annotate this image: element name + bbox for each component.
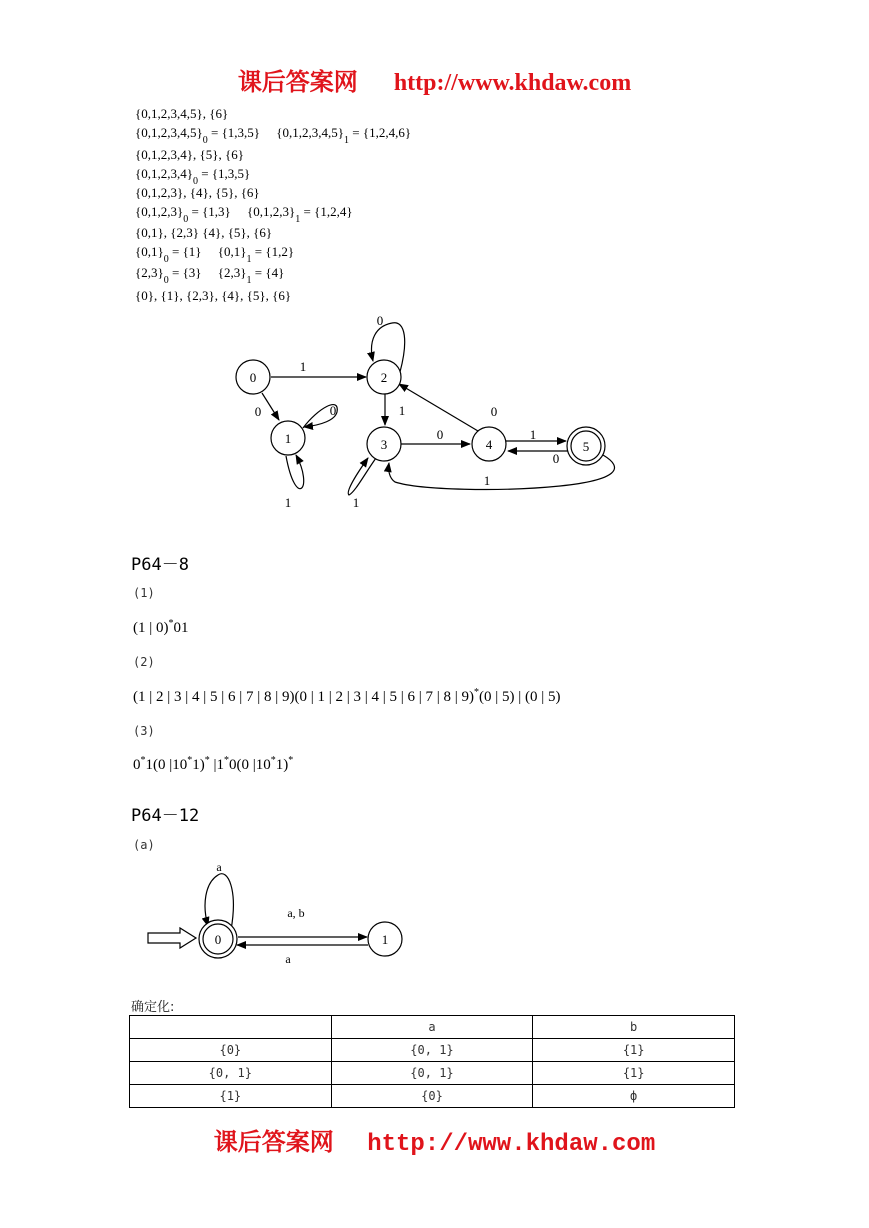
item-3-label: (3) <box>133 724 155 738</box>
partition-step-line: {0,1,2,3,4}, {5}, {6} <box>135 147 244 162</box>
header-url[interactable]: http://www.khdaw.com <box>393 70 632 96</box>
partition-step-line: {0,1,2,3,4,5}, {6} <box>135 106 229 121</box>
label-3-loop: 1 <box>352 495 360 510</box>
table-cell: ф <box>533 1085 735 1108</box>
edge-3-loop <box>348 458 376 495</box>
table-row <box>130 1062 735 1085</box>
table-cell <box>130 1016 332 1039</box>
nfa-diagram <box>0 850 869 980</box>
label-2-3: 1 <box>398 403 406 418</box>
state-4-label: 4 <box>485 437 493 452</box>
item-2-label: (2) <box>133 655 155 669</box>
table-cell: a <box>331 1016 533 1039</box>
table-cell: {0, 1} <box>331 1062 533 1085</box>
state-0-label: 0 <box>249 370 257 385</box>
heading-p64-12: P64－12 <box>131 806 200 826</box>
partition-step-line: $\{0,1,2,3,4\}_0 = \{1,3,5\}$ <box>135 166 251 187</box>
start-arrow <box>148 928 196 948</box>
table-cell: {0} <box>130 1039 332 1062</box>
label-0-1: 0 <box>254 404 262 419</box>
state-3-label: 3 <box>380 437 388 452</box>
partition-step-line: {0,1,2,3}, {4}, {5}, {6} <box>135 185 260 200</box>
table-row <box>130 1085 735 1108</box>
label-4-2: 0 <box>490 404 498 419</box>
nfa-state-1-label: 1 <box>381 932 389 947</box>
label-5-3: 1 <box>483 473 491 488</box>
label-a: (a) <box>133 838 155 852</box>
label-1-loop-up: 0 <box>329 403 337 418</box>
partition-step-line: $\{0,1,2,3,4,5\}_0 = \{1,3,5\}$ $\{0,1,2,3,4,5\}_1 = \{1,2,4,6\}$ <box>135 125 412 146</box>
label-0-2: 1 <box>299 359 307 374</box>
table-cell: {0} <box>331 1085 533 1108</box>
nfa-label-1-0: a <box>285 952 291 966</box>
determinize-label: 确定化: <box>131 1000 175 1015</box>
state-1-label: 1 <box>284 431 292 446</box>
partition-step-line: $\{2,3\}_0 = \{3\}$ $\{2,3\}_1 = \{4\}$ <box>135 265 285 286</box>
table-cell: {0, 1} <box>331 1039 533 1062</box>
header-site-name: 课后答案网 <box>237 70 358 96</box>
table-cell: {1} <box>130 1085 332 1108</box>
partition-step-line: $\{0,1,2,3\}_0 = \{1,3\}$ $\{0,1,2,3\}_1 = \{1,2,4\}$ <box>135 204 353 225</box>
nfa-label-loop: a <box>216 860 222 874</box>
footer-banner <box>0 1122 869 1158</box>
determinization-table <box>129 1015 735 1108</box>
state-5-label: 5 <box>582 439 590 454</box>
minimized-dfa-diagram <box>0 0 869 540</box>
item-1-formula: (1 | 0)*01 <box>133 618 189 636</box>
item-1-label: (1) <box>133 586 155 600</box>
table-row <box>130 1039 735 1062</box>
label-2-loop: 0 <box>376 313 384 328</box>
nfa-state-0-label: 0 <box>214 932 222 947</box>
partition-step-line: {0}, {1}, {2,3}, {4}, {5}, {6} <box>135 288 292 303</box>
item-3-formula: 0*1(0 |10*1)* |1*0(0 |10*1)* <box>133 755 294 773</box>
label-4-5: 1 <box>529 427 537 442</box>
table-cell: {0, 1} <box>130 1062 332 1085</box>
table-cell: {1} <box>533 1062 735 1085</box>
edge-0-1 <box>262 393 279 420</box>
label-5-4: 0 <box>552 451 560 466</box>
partition-step-line: {0,1}, {2,3} {4}, {5}, {6} <box>135 225 273 240</box>
table-cell: {1} <box>533 1039 735 1062</box>
state-2-label: 2 <box>380 370 388 385</box>
table-cell: b <box>533 1016 735 1039</box>
item-2-formula: (1 | 2 | 3 | 4 | 5 | 6 | 7 | 8 | 9)(0 | 1 | 2 | 3 | 4 | 5 | 6 | 7 | 8 | 9)*(0 | 5) | (0 | 5) <box>133 687 561 705</box>
footer-url[interactable]: http://www.khdaw.com <box>367 1131 656 1158</box>
partition-step-line: $\{0,1\}_0 = \{1\}$ $\{0,1\}_1 = \{1,2\}$ <box>135 244 295 265</box>
label-3-4: 0 <box>436 427 444 442</box>
footer-site-name: 课后答案网 <box>213 1130 334 1156</box>
edge-4-2 <box>399 384 478 431</box>
table-header-row <box>130 1016 735 1039</box>
heading-p64-8: P64－8 <box>131 555 189 575</box>
nfa-label-0-1: a, b <box>287 906 305 920</box>
edge-1-loop-down <box>286 455 304 489</box>
label-1-loop-down: 1 <box>284 495 292 510</box>
